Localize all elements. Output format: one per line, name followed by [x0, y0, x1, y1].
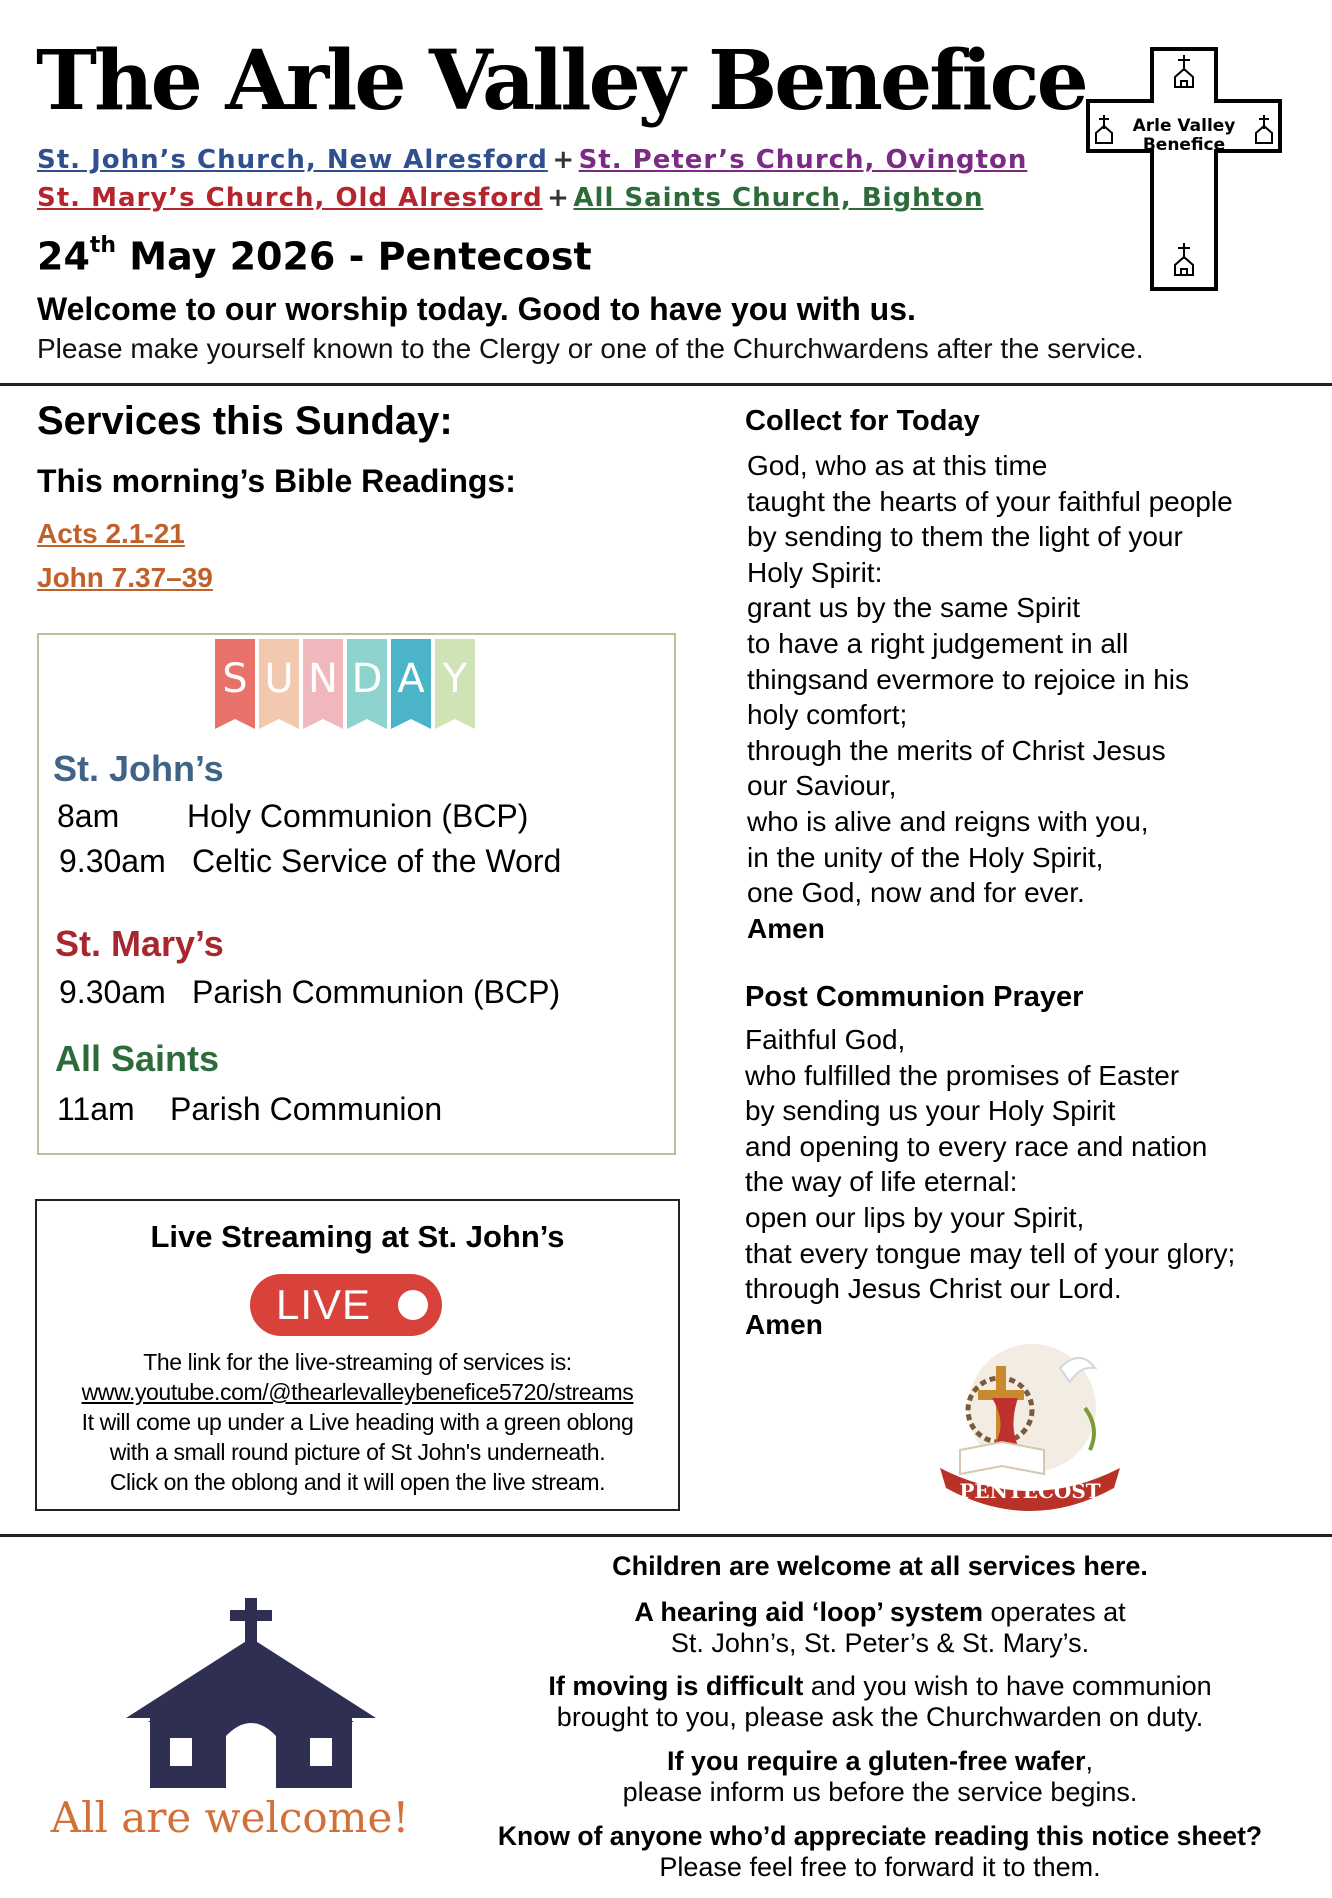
church-link-st-johns[interactable]: St. John’s Church, New Alresford: [37, 145, 548, 175]
welcome-intro: Please make yourself known to the Clergy or one of the Churchwardens after the service.: [37, 333, 1144, 364]
live-text-line: It will come up under a Live heading with a green oblong: [81, 1409, 634, 1435]
collect-line: through the merits of Christ Jesus: [747, 734, 1166, 766]
divider: [0, 1534, 1332, 1537]
banner-flag: U: [259, 639, 299, 729]
live-text-line: The link for the live-streaming of services is:: [143, 1349, 572, 1375]
post-communion-amen: Amen: [745, 1308, 823, 1340]
schedule-line: 11am Parish Communion: [57, 1091, 443, 1127]
live-badge: LIVE: [250, 1274, 442, 1336]
schedule-line: 9.30am Celtic Service of the Word: [59, 843, 562, 879]
church-icon: [118, 1598, 384, 1788]
live-text-line: Click on the oblong and it will open the live stream.: [109, 1469, 606, 1495]
collect-line: one God, now and for ever.: [747, 877, 1085, 909]
collect-line: thingsand evermore to rejoice in his: [747, 663, 1190, 695]
pentecost-icon: [920, 1338, 1140, 1516]
collect-line: our Saviour,: [747, 770, 897, 802]
notice-loop-line2: St. John’s, St. Peter’s & St. Mary’s.: [670, 1628, 1090, 1658]
notice-children: Children are welcome at all services here.: [612, 1551, 1148, 1581]
schedule-church-st-johns: St. John’s: [53, 748, 224, 789]
readings-heading: This morning’s Bible Readings:: [37, 463, 516, 499]
notice-moving: If moving is difficult and you wish to have communion: [548, 1671, 1212, 1701]
post-communion-line: by sending us your Holy Spirit: [745, 1095, 1116, 1127]
pentecost-illustration: [920, 1338, 1140, 1516]
church-row-2: [37, 180, 983, 220]
collect-line: God, who as at this time: [747, 450, 1048, 481]
record-dot-icon: [398, 1290, 428, 1320]
schedule-line: 8am Holy Communion (BCP): [57, 798, 529, 834]
live-streaming-box: [35, 1199, 680, 1511]
plus-separator: +: [547, 183, 569, 213]
banner-flag: Y: [435, 639, 475, 729]
reading-link-acts[interactable]: Acts 2.1-21: [37, 518, 185, 549]
collect-amen: Amen: [747, 912, 825, 944]
church-link-st-peters[interactable]: St. Peter’s Church, Ovington: [578, 145, 1028, 175]
live-text-line: with a small round picture of St John's underneath.: [109, 1439, 606, 1465]
banner-flag: D: [347, 639, 387, 729]
post-communion-line: Faithful God,: [745, 1024, 906, 1055]
sunday-schedule-box: [37, 633, 676, 1155]
collect-line: grant us by the same Spirit: [747, 592, 1081, 624]
logo-text-line-1: Arle Valley: [1132, 116, 1236, 136]
notice-forward: Know of anyone who’d appreciate reading this notice sheet?: [497, 1821, 1263, 1851]
logo-text-line-2: Benefice: [1142, 135, 1226, 155]
post-communion-line: through Jesus Christ our Lord.: [745, 1273, 1122, 1305]
notice-forward-line2: Please feel free to forward it to them.: [659, 1852, 1101, 1882]
collect-line: in the unity of the Holy Spirit,: [747, 841, 1104, 873]
welcome-heading: Welcome to our worship today. Good to have you with us.: [37, 291, 916, 327]
post-communion-line: the way of life eternal:: [745, 1166, 1018, 1198]
collect-line: Holy Spirit:: [747, 556, 883, 588]
collect-line: who is alive and reigns with you,: [747, 806, 1149, 837]
collect-line: taught the hearts of your faithful people: [747, 485, 1233, 517]
post-communion-line: and opening to every race and nation: [745, 1130, 1208, 1162]
post-communion-line: who fulfilled the promises of Easter: [745, 1059, 1180, 1091]
notice-moving-line2: brought to you, please ask the Churchwarden on duty.: [556, 1702, 1204, 1732]
schedule-line: 9.30am Parish Communion (BCP): [59, 974, 561, 1010]
banner-flag: S: [215, 639, 255, 729]
notice-gluten-line2: please inform us before the service begins.: [622, 1777, 1138, 1807]
church-link-st-marys[interactable]: St. Mary’s Church, Old Alresford: [37, 183, 543, 213]
benefice-logo: [1084, 47, 1284, 291]
collect-heading: Collect for Today: [745, 405, 980, 437]
page-title: The Arle Valley Benefice: [36, 33, 1086, 129]
church-welcome-illustration: [118, 1598, 384, 1788]
schedule-church-st-marys: St. Mary’s: [55, 923, 224, 964]
pentecost-label: PENTECOST: [959, 1479, 1101, 1503]
youtube-stream-link[interactable]: www.youtube.com/@thearlevalleybenefice5720/streams: [81, 1379, 634, 1405]
all-are-welcome-text: All are welcome!: [50, 1793, 410, 1842]
notice-loop: A hearing aid ‘loop’ system operates at: [634, 1597, 1126, 1627]
divider: [0, 383, 1332, 386]
banner-flag: N: [303, 639, 343, 729]
collect-line: holy comfort;: [747, 699, 908, 731]
reading-link-john[interactable]: John 7.37–39: [37, 562, 213, 593]
collect-line: by sending to them the light of your: [747, 521, 1183, 553]
church-row-1: [37, 142, 1027, 182]
collect-line: to have a right judgement in all: [747, 628, 1129, 659]
cross-logo-icon: [1084, 47, 1284, 291]
church-link-all-saints[interactable]: All Saints Church, Bighton: [573, 183, 984, 213]
post-communion-heading: Post Communion Prayer: [745, 981, 1084, 1013]
post-communion-line: open our lips by your Spirit,: [745, 1202, 1085, 1233]
post-communion-line: that every tongue may tell of your glory;: [745, 1237, 1236, 1269]
banner-flag: A: [391, 639, 431, 729]
schedule-church-all-saints: All Saints: [55, 1038, 220, 1079]
services-heading: Services this Sunday:: [37, 399, 453, 443]
live-streaming-title: Live Streaming at St. John’s: [150, 1219, 565, 1254]
service-date: 24th May 2026 - Pentecost: [37, 233, 592, 279]
plus-separator: +: [552, 145, 575, 175]
notice-gluten: If you require a gluten-free wafer,: [666, 1746, 1094, 1776]
